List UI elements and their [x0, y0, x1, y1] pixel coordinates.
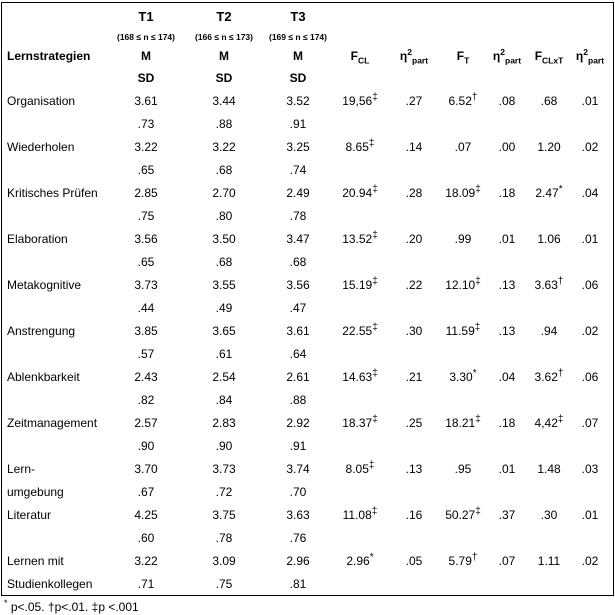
m-value: 3.25 — [286, 139, 310, 154]
table-row-sd-line — [2, 158, 610, 181]
stat-value: 18.37‡ — [342, 413, 378, 430]
row-label-continued: umgebung — [7, 484, 64, 499]
table-row-sd-line — [2, 434, 610, 457]
stat-value: 18.09‡ — [445, 183, 481, 200]
header-spacer — [332, 67, 610, 89]
stat-value: .02 — [581, 323, 599, 338]
table-row-sd-line — [2, 480, 610, 503]
stat-value: .18 — [498, 185, 516, 200]
significance-marker: ‡ — [475, 275, 481, 287]
stat-value: .04 — [498, 369, 516, 384]
row-label-continued — [2, 112, 108, 135]
m-value: 3.70 — [134, 461, 158, 476]
stat-value: .30 — [405, 323, 423, 338]
row-spacer — [332, 158, 610, 181]
sd-value: .84 — [215, 392, 233, 407]
significance-marker: ‡ — [475, 183, 481, 195]
stat-value: .25 — [405, 415, 423, 430]
m-value: 3.65 — [212, 323, 236, 338]
row-label-continued: Studienkollegen — [7, 576, 93, 591]
stat-value: .03 — [581, 461, 599, 476]
m-value: 3.75 — [212, 507, 236, 522]
significance-marker: * — [369, 551, 374, 563]
row-label: Wiederholen — [7, 139, 75, 154]
m-value: 3.22 — [134, 139, 158, 154]
sd-value: .88 — [215, 116, 233, 131]
stat-value: 13.52‡ — [342, 229, 378, 246]
stat-value: 18.21‡ — [445, 413, 481, 430]
significance-marker: ‡ — [368, 137, 375, 149]
m-value: 2.85 — [134, 185, 158, 200]
stat-value: .13 — [498, 323, 516, 338]
m-value: 3.73 — [212, 461, 236, 476]
row-label-continued — [2, 158, 108, 181]
significance-marker: ‡ — [475, 505, 481, 517]
stat-value: 3.63† — [534, 275, 564, 292]
m-value: 2.54 — [212, 369, 236, 384]
row-label-continued — [2, 204, 108, 227]
stat-value: .14 — [405, 139, 423, 154]
stat-value: .07 — [581, 415, 599, 430]
m-value: 2.70 — [212, 185, 236, 200]
t1-header: T1 — [138, 8, 154, 24]
stat-value: 1.20 — [537, 139, 561, 154]
row-spacer — [332, 572, 610, 595]
stat-value: .01 — [581, 93, 599, 108]
stat-header-f-cl: $F_{CL}$ — [350, 49, 370, 66]
stat-header-eta-cl: $\eta^2_{part}$ — [399, 47, 429, 66]
stat-value: .01 — [498, 231, 516, 246]
stat-value: .05 — [405, 553, 423, 568]
stat-value: 1.06 — [537, 231, 561, 246]
table-body — [2, 89, 610, 595]
sd-value: .71 — [137, 576, 155, 591]
sd-value: .68 — [215, 254, 233, 269]
m-value: 2.57 — [134, 415, 158, 430]
row-label-continued — [2, 342, 108, 365]
sd-value: .76 — [289, 530, 307, 545]
m-value: 3.56 — [134, 231, 158, 246]
sd-value: .78 — [215, 530, 233, 545]
table-row-m-line — [2, 135, 610, 158]
sd-header-t2: SD — [215, 71, 233, 85]
row-spacer — [332, 434, 610, 457]
stat-value: 2.47* — [535, 183, 563, 200]
stat-value: 12.10‡ — [445, 275, 481, 292]
row-spacer — [332, 204, 610, 227]
stat-value: .13 — [405, 461, 423, 476]
sd-value: .70 — [289, 484, 307, 499]
sd-value: .65 — [137, 254, 155, 269]
stat-value: .94 — [540, 323, 558, 338]
m-value: 3.61 — [286, 323, 310, 338]
stat-value: .01 — [581, 231, 599, 246]
significance-marker: † — [471, 551, 478, 563]
row-spacer — [332, 296, 610, 319]
stat-value: 4,42‡ — [534, 413, 564, 430]
header-row-m — [2, 45, 610, 67]
m-value: 3.47 — [286, 231, 310, 246]
sd-header-t1: SD — [137, 71, 155, 85]
stat-value: .95 — [454, 461, 472, 476]
header-spacer — [332, 29, 610, 45]
significance-marker: ‡ — [368, 459, 375, 471]
sd-value: .61 — [215, 346, 233, 361]
table-row-m-line — [2, 365, 610, 388]
stat-value: .01 — [581, 507, 599, 522]
significance-marker: ‡ — [372, 413, 378, 425]
significance-marker: ‡ — [474, 321, 481, 333]
stat-value: .07 — [498, 553, 516, 568]
row-label: Literatur — [7, 507, 52, 522]
sd-value: .75 — [137, 208, 155, 223]
row-label: Ablenkbarkeit — [7, 369, 80, 384]
footnote-marker: ‡ — [91, 600, 99, 614]
m-value: 3.73 — [134, 277, 158, 292]
stat-value: 8.05‡ — [345, 459, 375, 476]
sd-value: .90 — [137, 438, 155, 453]
row-label-continued — [2, 250, 108, 273]
stat-header-eta-t: $\eta^2_{part}$ — [492, 47, 522, 66]
stat-value: .30 — [540, 507, 558, 522]
m-value: 3.56 — [286, 277, 310, 292]
stat-value: 8.65‡ — [345, 137, 375, 154]
m-header-t2: M — [219, 49, 229, 63]
table-row-sd-line — [2, 388, 610, 411]
table-row-sd-line — [2, 296, 610, 319]
header-spacer — [2, 29, 108, 45]
stat-value: .18 — [498, 415, 516, 430]
row-spacer — [332, 526, 610, 549]
sd-value: .72 — [215, 484, 233, 499]
table-row-sd-line — [2, 204, 610, 227]
table-header — [2, 3, 610, 89]
m-value: 3.50 — [212, 231, 236, 246]
stat-value: .02 — [581, 553, 599, 568]
significance-marker: ‡ — [475, 413, 481, 425]
table-row-m-line — [2, 457, 610, 480]
sd-value: .68 — [215, 162, 233, 177]
m-value: 2.92 — [286, 415, 310, 430]
stat-value: 11.59‡ — [445, 321, 481, 338]
header-spacer — [332, 3, 610, 29]
row-label: Anstrengung — [7, 323, 76, 338]
row-label: Lernen mit — [7, 553, 64, 568]
m-value: 2.96 — [286, 553, 310, 568]
row-label: Lern- — [7, 461, 36, 476]
row-label-continued — [2, 526, 108, 549]
header-row-sd — [2, 67, 610, 89]
sd-header-t3: SD — [289, 71, 307, 85]
table-row-sd-line — [2, 342, 610, 365]
row-label: Organisation — [7, 93, 76, 108]
stat-value: .01 — [498, 461, 516, 476]
stat-value: .06 — [581, 369, 599, 384]
stat-value: 6.52† — [448, 91, 478, 108]
t2-n-range: (166 ≤ n ≤ 173) — [195, 32, 253, 42]
significance-marker: † — [471, 91, 478, 103]
significance-marker: † — [557, 367, 564, 379]
row-label-header: Lernstrategien — [7, 49, 91, 63]
stat-value: .06 — [581, 277, 599, 292]
m-header-t3: M — [293, 49, 303, 63]
significance-marker: ‡ — [372, 183, 378, 195]
stat-value: .20 — [405, 231, 423, 246]
row-spacer — [332, 112, 610, 135]
stat-value: .68 — [540, 93, 558, 108]
m-value: 3.22 — [134, 553, 158, 568]
table-row-m-line — [2, 319, 610, 342]
row-label: Metakognitive — [7, 277, 82, 292]
header-row-n — [2, 29, 610, 45]
table-row-m-line — [2, 549, 610, 572]
footnote-marker: * — [4, 598, 8, 608]
stat-value: 20.94‡ — [342, 183, 378, 200]
table-row-sd-line — [2, 112, 610, 135]
m-value: 2.49 — [286, 185, 310, 200]
row-spacer — [332, 250, 610, 273]
stat-value: .02 — [581, 139, 599, 154]
significance-marker: * — [558, 183, 563, 195]
table-row-m-line — [2, 503, 610, 526]
sd-value: .64 — [289, 346, 307, 361]
stat-value: .27 — [405, 93, 423, 108]
table-row-sd-line — [2, 572, 610, 595]
header-spacer — [2, 67, 108, 89]
sd-value: .57 — [137, 346, 155, 361]
sd-value: .47 — [289, 300, 307, 315]
stat-value: 50.27‡ — [445, 505, 481, 522]
row-spacer — [332, 388, 610, 411]
table-row-sd-line — [2, 526, 610, 549]
m-header-t1: M — [141, 49, 151, 63]
stat-value: .16 — [405, 507, 423, 522]
stat-value: 14.63‡ — [342, 367, 378, 384]
m-value: 2.83 — [212, 415, 236, 430]
stat-value: .04 — [581, 185, 599, 200]
stat-value: 19,56‡ — [342, 91, 378, 108]
table-row-m-line — [2, 411, 610, 434]
sd-value: .75 — [215, 576, 233, 591]
stat-header-eta-clxt: $\eta^2_{part}$ — [575, 47, 605, 66]
m-value: 3.74 — [286, 461, 310, 476]
significance-marker: † — [557, 275, 564, 287]
m-value: 3.85 — [134, 323, 158, 338]
sd-value: .49 — [215, 300, 233, 315]
significance-marker: ‡ — [372, 275, 378, 287]
results-table — [2, 3, 610, 595]
m-value: 3.22 — [212, 139, 236, 154]
sd-value: .80 — [215, 208, 233, 223]
sd-value: .44 — [137, 300, 155, 315]
significance-marker: ‡ — [371, 505, 378, 517]
m-value: 3.52 — [286, 93, 310, 108]
stat-value: 11.08‡ — [342, 505, 378, 522]
row-label-continued — [2, 434, 108, 457]
m-value: 2.61 — [286, 369, 310, 384]
stat-value: .13 — [498, 277, 516, 292]
sd-value: .60 — [137, 530, 155, 545]
sd-value: .65 — [137, 162, 155, 177]
t3-header: T3 — [290, 8, 306, 24]
row-label: Kritisches Prüfen — [7, 185, 98, 200]
sd-value: .91 — [289, 116, 307, 131]
header-spacer — [2, 3, 108, 29]
significance-marker: ‡ — [372, 367, 378, 379]
sd-value: .88 — [289, 392, 307, 407]
m-value: 3.63 — [286, 507, 310, 522]
stat-value: .37 — [498, 507, 516, 522]
row-label: Zeitmanagement — [7, 415, 98, 430]
stat-value: .08 — [498, 93, 516, 108]
table-row-sd-line — [2, 250, 610, 273]
stat-value: 5.79† — [448, 551, 478, 568]
stat-value: 1.11 — [537, 553, 561, 568]
stat-value: .00 — [498, 139, 516, 154]
significance-marker: ‡ — [372, 91, 378, 103]
stat-value: 3.30* — [449, 367, 477, 384]
stat-value: 15.19‡ — [342, 275, 378, 292]
table-row-m-line — [2, 273, 610, 296]
stat-value: .07 — [454, 139, 472, 154]
row-spacer — [332, 480, 610, 503]
sd-value: .74 — [289, 162, 307, 177]
sd-value: .81 — [289, 576, 307, 591]
m-value: 3.09 — [212, 553, 236, 568]
sd-value: .67 — [137, 484, 155, 499]
m-value: 3.55 — [212, 277, 236, 292]
table-row-m-line — [2, 227, 610, 250]
stat-value: 2.96* — [346, 551, 374, 568]
table-row-m-line — [2, 181, 610, 204]
sd-value: .91 — [289, 438, 307, 453]
results-table-box — [1, 2, 614, 596]
stat-value: 1.48 — [537, 461, 561, 476]
m-value: 4.25 — [134, 507, 158, 522]
stat-value: .28 — [405, 185, 423, 200]
m-value: 2.43 — [134, 369, 158, 384]
t1-n-range: (168 ≤ n ≤ 174) — [117, 32, 175, 42]
sd-value: .90 — [215, 438, 233, 453]
footnote-text: p <.001 — [98, 600, 139, 614]
significance-marker: ‡ — [557, 413, 564, 425]
sd-value: .68 — [289, 254, 307, 269]
stat-value: .99 — [454, 231, 472, 246]
m-value: 3.44 — [212, 93, 236, 108]
m-value: 3.61 — [134, 93, 158, 108]
footnote-marker: † — [47, 600, 55, 614]
row-label-continued — [2, 388, 108, 411]
footnote-text: p<.01. — [54, 600, 89, 614]
stat-value: 3.62† — [534, 367, 564, 384]
row-label: Elaboration — [7, 231, 68, 246]
t2-header: T2 — [216, 8, 232, 24]
footnote — [4, 600, 139, 614]
row-label-continued — [2, 296, 108, 319]
sd-value: .82 — [137, 392, 155, 407]
stat-header-f-t: $F_T$ — [456, 49, 470, 66]
significance-marker: ‡ — [372, 321, 378, 333]
t3-n-range: (169 ≤ n ≤ 174) — [269, 32, 327, 42]
table-row-m-line — [2, 89, 610, 112]
significance-marker: * — [472, 367, 477, 379]
footnote-text: p<.05. — [7, 600, 45, 614]
sd-value: .73 — [137, 116, 155, 131]
sd-value: .78 — [289, 208, 307, 223]
stat-header-f-clxt: $F_{CLxT}$ — [534, 49, 564, 66]
row-spacer — [332, 342, 610, 365]
significance-marker: ‡ — [372, 229, 378, 241]
stat-value: 22.55‡ — [342, 321, 378, 338]
stat-value: .22 — [405, 277, 423, 292]
stat-value: .21 — [405, 369, 423, 384]
header-row-time — [2, 3, 610, 29]
